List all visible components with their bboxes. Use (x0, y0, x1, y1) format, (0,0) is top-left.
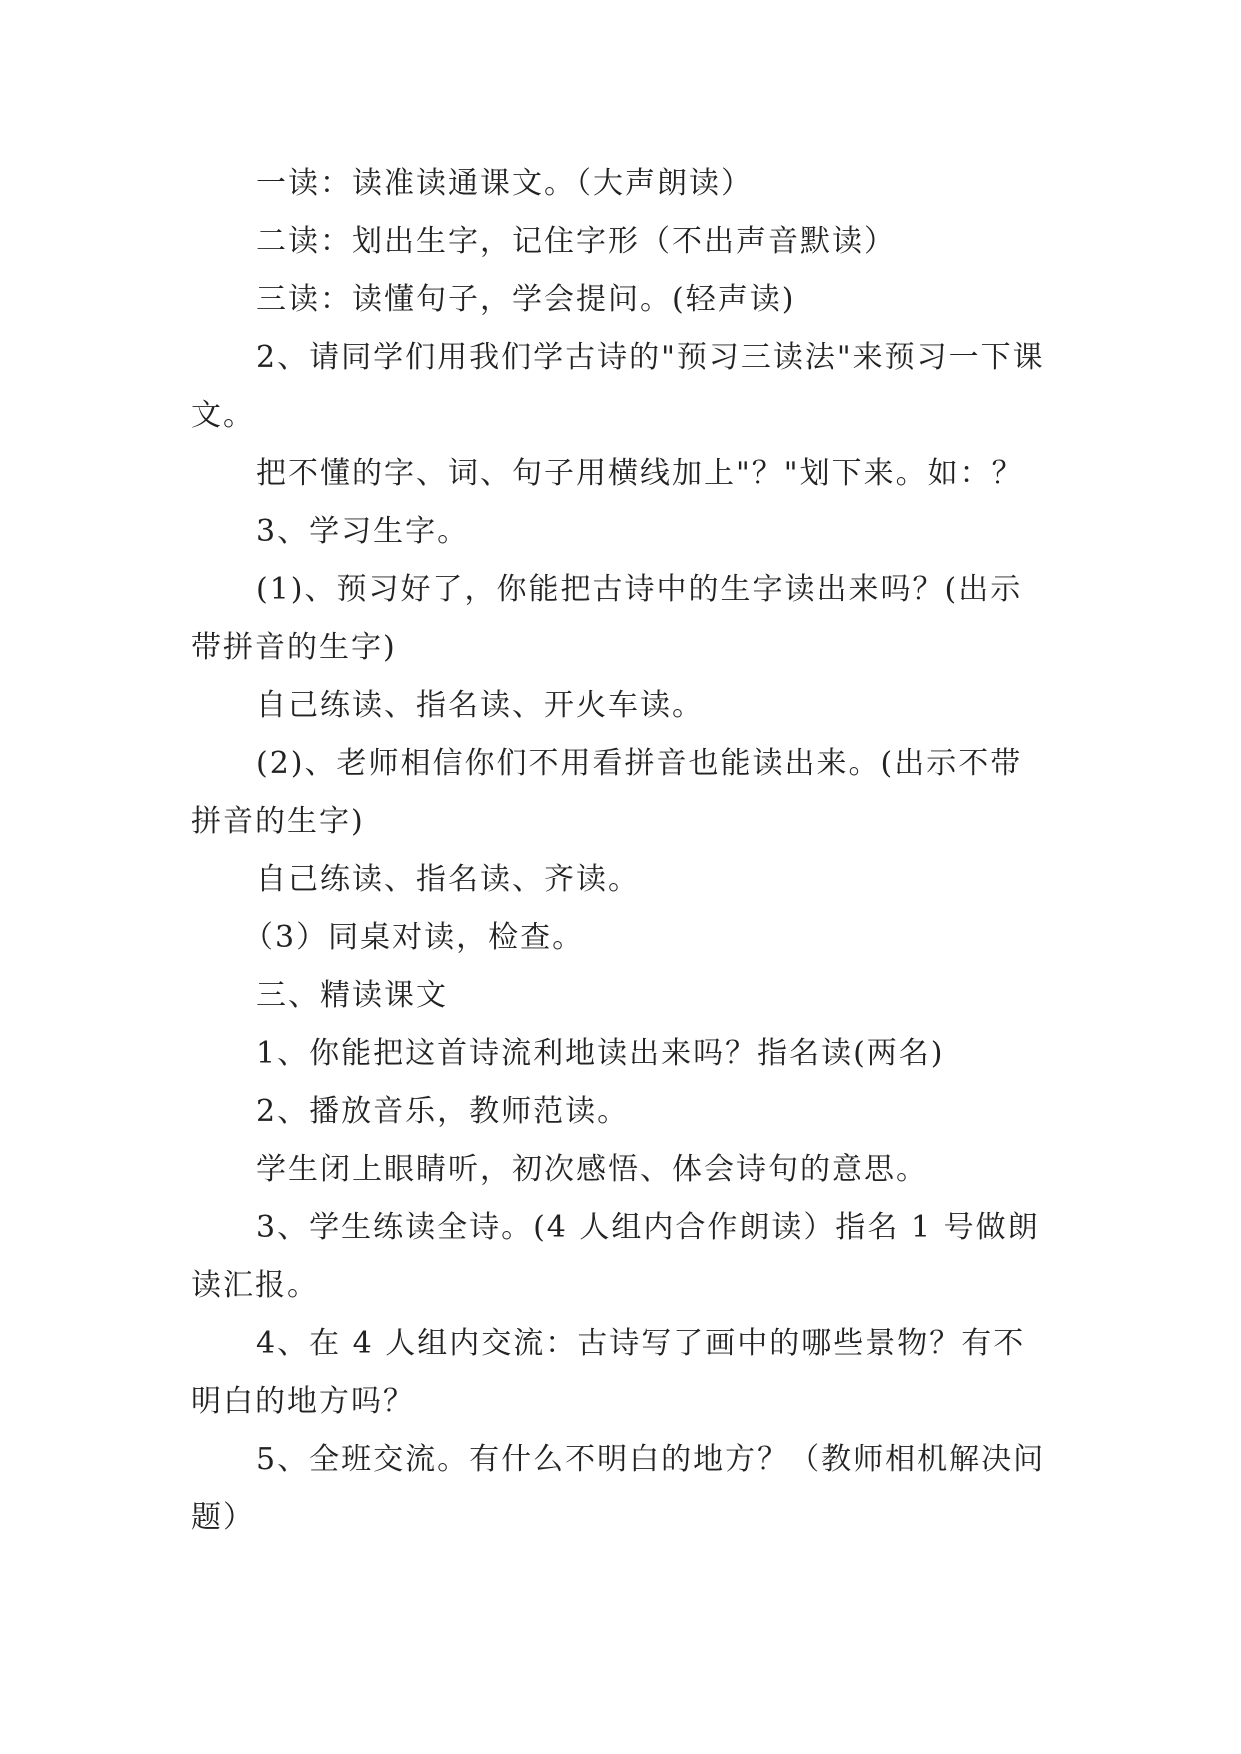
paragraph-substep-2: (2)、老师相信你们不用看拼音也能读出来。(出示不带拼音的生字) (191, 746, 1023, 839)
paragraph-step-5-class-discussion: 5、全班交流。有什么不明白的地方？（教师相机解决问题） (191, 1442, 1046, 1535)
paragraph-step-4-group-discussion: 4、在 4 人组内交流：古诗写了画中的哪些景物？有不明白的地方吗？ (191, 1326, 1026, 1419)
lesson-plan-body (191, 155, 1051, 1547)
paragraph-step-1-fluent-reading: 1、你能把这首诗流利地读出来吗？指名读(两名) (256, 1036, 945, 1071)
paragraph-underline-instruction: 把不懂的字、词、句子用横线加上"？"划下来。如：？ (256, 456, 1024, 491)
paragraph-substep-1: (1)、预习好了，你能把古诗中的生字读出来吗？(出示带拼音的生字) (191, 572, 1023, 665)
paragraph-listen-eyes-closed: 学生闭上眼睛听，初次感悟、体会诗句的意思。 (256, 1152, 928, 1187)
paragraph-step-2: 2、请同学们用我们学古诗的"预习三读法"来预习一下课文。 (191, 340, 1045, 433)
paragraph-first-reading: 一读：读准读通课文。（大声朗读） (256, 166, 753, 201)
paragraph-substep-3: （3）同桌对读，检查。 (243, 920, 585, 955)
paragraph-step-3: 3、学习生字。 (256, 514, 470, 549)
section-heading-intensive-reading: 三、精读课文 (256, 978, 448, 1013)
paragraph-practice-2: 自己练读、指名读、齐读。 (256, 862, 640, 897)
paragraph-step-3-group-reading: 3、学生练读全诗。(4 人组内合作朗读）指名 1 号做朗读汇报。 (191, 1210, 1040, 1303)
paragraph-second-reading: 二读：划出生字，记住字形（不出声音默读） (256, 224, 896, 259)
paragraph-step-2-model-reading: 2、播放音乐，教师范读。 (256, 1094, 630, 1129)
paragraph-practice-1: 自己练读、指名读、开火车读。 (256, 688, 704, 723)
paragraph-third-reading: 三读：读懂句子，学会提问。(轻声读) (256, 282, 796, 317)
